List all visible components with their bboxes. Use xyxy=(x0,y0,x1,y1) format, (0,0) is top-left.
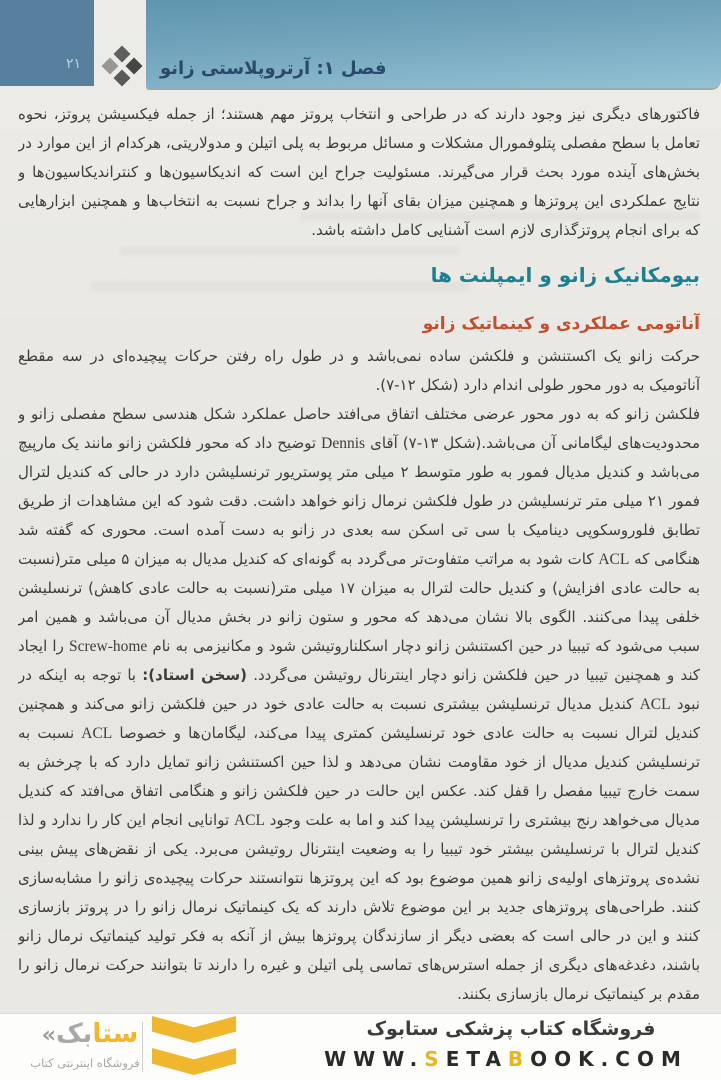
page-number-block xyxy=(0,0,94,86)
setabook-wordmark: ستابک« xyxy=(41,1019,139,1049)
paragraph-prosthesis-factors: فاکتورهای دیگری نیز وجود دارند که در طراحی و انتخاب پروتز مهم هستند؛ از جمله فیکسیشن پروتز، نحوه تعامل با سطح مفصلی پتلوفمورال مشکلات و مسائل مربوط به پلی اتیلن و مدولاریتی، هرکدام از این موارد در بخش‌های آینده مورد بحث قرار می‌گیرند. مسئولیت جراح این است که اندیکاسیون‌ها و کنتراندیکاسیون‌ها و نتایج عملکردی این پروتزها و همچنین میزان بقای آنها را بداند و جراح نسبت به انتخاب‌ها و همچنین ابزارهایی که برای انجام پروتزگذاری لازم است آشنایی کامل داشته باشد. xyxy=(18,105,700,239)
subsection-heading: آناتومی عملکردی و کینماتیک زانو xyxy=(422,314,700,334)
chapter-header-bar xyxy=(146,0,721,88)
setabook-chevron-logo-icon xyxy=(152,1016,236,1078)
page-number: ۲۱ xyxy=(65,56,81,72)
logo-tagline: فروشگاه اینترنتی کتاب xyxy=(30,1056,140,1070)
page-body xyxy=(18,100,700,1010)
paragraph-flexion-kinematics: فلکشن زانو که به دور محور عرضی مختلف اتفاق می‌افتد حاصل عملکرد شکل هندسی سطح مفصلی زانو و محدودیت‌های لیگامانی آن می‌باشد.(شکل ۱۳-۷) آقای Dennis توضیح داد که محور فلکشن زانو مانند یک مارپیچ می‌باشد و کندیل مدیال فمور به طور متوسط ۲ میلی متر پوستریور ترنسلیشن دارد در حالی که کندیل لترال فمور ۲۱ میلی متر ترنسلیشن در طول فلکشن نرمال زانو خواهد داشت. دقت شود که این مشاهدات از طریق تطابق فلوروسکوپی دینامیک با سی تی اسکن سه بعدی در زانو به دست آمده است. محوری که گفته شد هنگامی که ACL کات شود به مراتب متفاوت‌تر می‌گردد به گونه‌ای که کندیل مدیال به میزان ۵ میلی متر(نسبت به حالت عادی افزایش) و کندیل حالت لترال به میزان ۱۷ میلی متر(نسبت به حالت عادی کاهش) ترنسلیشن خلفی پیدا می‌کنند. الگوی بالا نشان می‌دهد که محور و ستون زانو در بخش مدیال آن می‌باشد و همین امر سبب می‌شود که تیبیا در حین اکستنشن زانو دچار اسکلناروتیشن شود و مکانیزمی به نام Screw-home را ایجاد کند و همچنین تیبیا در حین فلکشن زانو دچار اینترنال روتیشن می‌گردد. (سخن استاد): با توجه به اینکه در نبود ACL کندیل مدیال ترنسلیشن بیشتری نسبت به حالت عادی خود در حین فلکشن زانو می‌کند و همچنین کندیل لترال نسبت به حالت عادی خود ترنسلیشن کمتری پیدا می‌کند، لیگامان‌ها و خصوصا ACL نسبت به ترنسلیشن کندیل مدیال از خود مقاومت نشان می‌دهد و لذا حین اکستنشن زانو تمایل دارد که با چرخش به سمت خارج تیبیا مفصل را قفل کند. عکس این حالت در حین فلکشن زانو و هنگامی اتفاق می‌افتد که کندیل مدیال می‌خواهد رنج بیشتری را ترنسلیشن پیدا کند و اما به علت وجود ACL توانایی انجام این کار را ندارد و لذا کندیل لترال با ترنسلیشن بیشتر خود تیبیا را به وضعیت اینترنال روتیشن می‌برد. یکی از نقض‌های پیش بینی نشده‌ی پروتزهای اولیه‌ی زانو همین موضوع بود که این پروتزها نتوانستند حرکات پیچیده‌ی زانو را مشابه‌سازی کنند. طراحی‌های پروتزهای جدید بر این موضوع تلاش دارند که یک کینماتیک نرمال زانو را در پروتز بازسازی کنند و این در حالی است که بعضی دیگر از سازندگان پروتزها بیش از آنکه به فکر تولید کینماتیک نرمال زانو باشند، دغدغه‌های دیگری از جمله استرس‌های تماسی پلی اتیلن و غیره را دارند تا بتوانند حرکت نرمال زانو را مقدم بر کینماتیک نرمال بازسازی بکنند. xyxy=(18,405,700,1003)
section-heading: بیومکانیک زانو و ایمپلنت ها xyxy=(430,263,700,287)
paragraph-gait-labs xyxy=(18,1009,700,1010)
publisher-footer xyxy=(0,1013,721,1080)
chapter-title: فصل ۱: آرتروپلاستی زانو xyxy=(160,58,387,79)
paragraph-knee-motion: حرکت زانو یک اکستنشن و فلکشن ساده نمی‌باشد و در طول راه رفتن حرکات پیچیده‌ای در سه مقطع آناتومیک به دور محور طولی اندام دارد (شکل ۱۲-۷). xyxy=(18,347,700,394)
website-url: WWW.SETABOOK.COM xyxy=(324,1047,688,1071)
diamond-ornament-icon xyxy=(104,48,140,84)
store-name: فروشگاه کتاب پزشکی ستابوک xyxy=(366,1018,656,1040)
